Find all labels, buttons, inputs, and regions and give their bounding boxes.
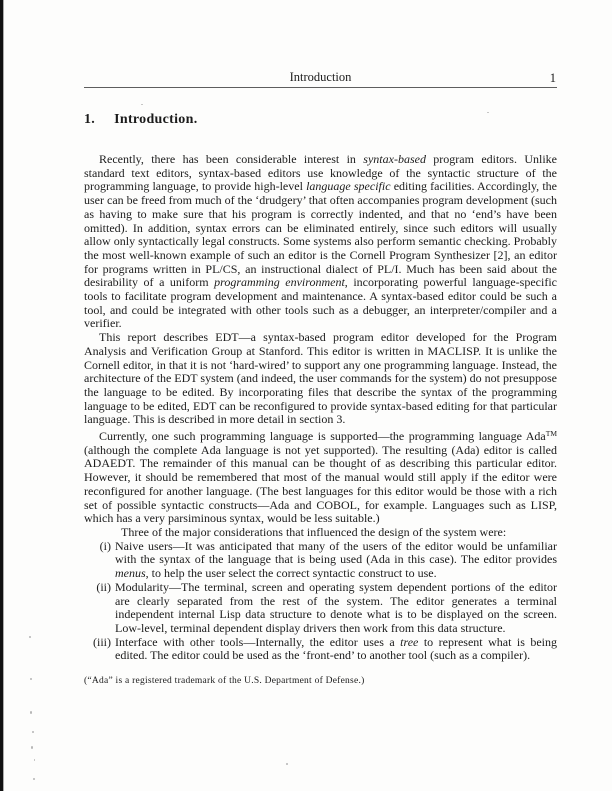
list-item-label: (i) (99, 538, 111, 553)
scan-speck (30, 711, 32, 714)
body-text (84, 153, 557, 689)
running-head (84, 70, 557, 88)
scan-speck (32, 731, 34, 733)
paragraph: Currently, one such programming language is supported—the programming language Ada™ (although the complete Ada language is not yet supported). The resulting (Ada) editor is called ADAEDT. The remainder of this manual can be thought of as describing this particular editor. However, it should be remembered that most of the manual would still apply if the editor were reconfigured for another language. (The best languages for this editor would be those with a rich set of possible syntactic constructs—Ada and COBOL, for example. Languages such as LISP, which has a very parsiminous syntax, would be less suitable.) (84, 429, 557, 526)
page-text-block (84, 70, 557, 689)
list-item-text: Modularity—The terminal, screen and operating system dependent portions of the editor are clearly separated from the rest of the system. The editor generates a terminal independent internal Lisp data structure to denote what is to be displayed on the screen. Low-level, terminal dependent display drivers then work from this data structure. (115, 579, 557, 635)
section-title: Introduction. (114, 112, 198, 127)
scan-speck (30, 678, 32, 680)
scan-speck (31, 746, 33, 749)
scan-speck (286, 763, 288, 765)
scan-speck (29, 636, 31, 638)
scan-edge-artifact (0, 0, 3, 791)
scan-speck (33, 778, 35, 780)
list-item (84, 540, 557, 581)
page-number: 1 (549, 71, 556, 85)
running-head-title: Introduction (289, 70, 352, 84)
section-number: 1. (84, 112, 96, 127)
paragraph: Recently, there has been considerable interest in syntax-based program editors. Unlike standard text editors, syntax-based editors use knowledge of the syntactic structure of the programming language, to provide high-level language specific editing facilities. Accordingly, the user can be freed from much of the ‘drudgery’ that often accompanies program development (such as having to make sure that his program is correctly indented, and that no ‘end’s have been omitted). In addition, syntax errors can be eliminated entirely, since such editors will usually allow only syntactically legal constructs. Some systems also perform semantic checking. Probably the most well-known example of such an editor is the Cornell Program Synthesizer [2], an editor for programs written in PL/CS, an instructional dialect of PL/I. Much has been said about the desirability of a uniform programming environment, incorporating powerful language-specific tools to facilitate program development and maintenance. A syntax-based editor could be such a tool, and could be integrated with other tools such as a debugger, an interpreter/compiler and a verifier. (84, 152, 557, 331)
paragraph: This report describes EDT—a syntax-based program editor developed for the Program Analysis and Verification Group at Stanford. This editor is written in MACLISP. It is unlike the Cornell editor, in that it is not ‘hard-wired’ to support any one programming language. Instead, the architecture of the EDT system (and indeed, the user commands for the system) do not presuppose the language to be edited. By incorporating files that describe the syntax of the programming language to be edited, EDT can be reconfigured to provide syntax-based editing for that particular language. This is described in more detail in section 3. (84, 330, 557, 427)
body-paragraphs (84, 153, 557, 540)
list-item-label: (ii) (96, 579, 111, 594)
list-item (84, 581, 557, 636)
trademark-footnote: (“Ada” is a registered trademark of the U.S. Department of Defense.) (84, 676, 365, 687)
list-item-text: Interface with other tools—Internally, the editor uses a tree to represent what is being edited. The editor could be used as the ‘front-end’ to another tool (such as a compiler). (115, 634, 557, 663)
list-item-text: Naive users—It was anticipated that many of the users of the editor would be unfamiliar with the syntax of the language that is being used (Ada in this case). The editor provides menus, to help the user select the correct syntactic construct to use. (115, 538, 557, 581)
section-heading (84, 111, 557, 128)
paragraph: Three of the major considerations that influenced the design of the system were: (121, 524, 507, 539)
list-item (84, 636, 557, 663)
scan-speck (34, 759, 35, 761)
list-item-label: (iii) (93, 634, 111, 649)
design-considerations-list (84, 540, 557, 663)
